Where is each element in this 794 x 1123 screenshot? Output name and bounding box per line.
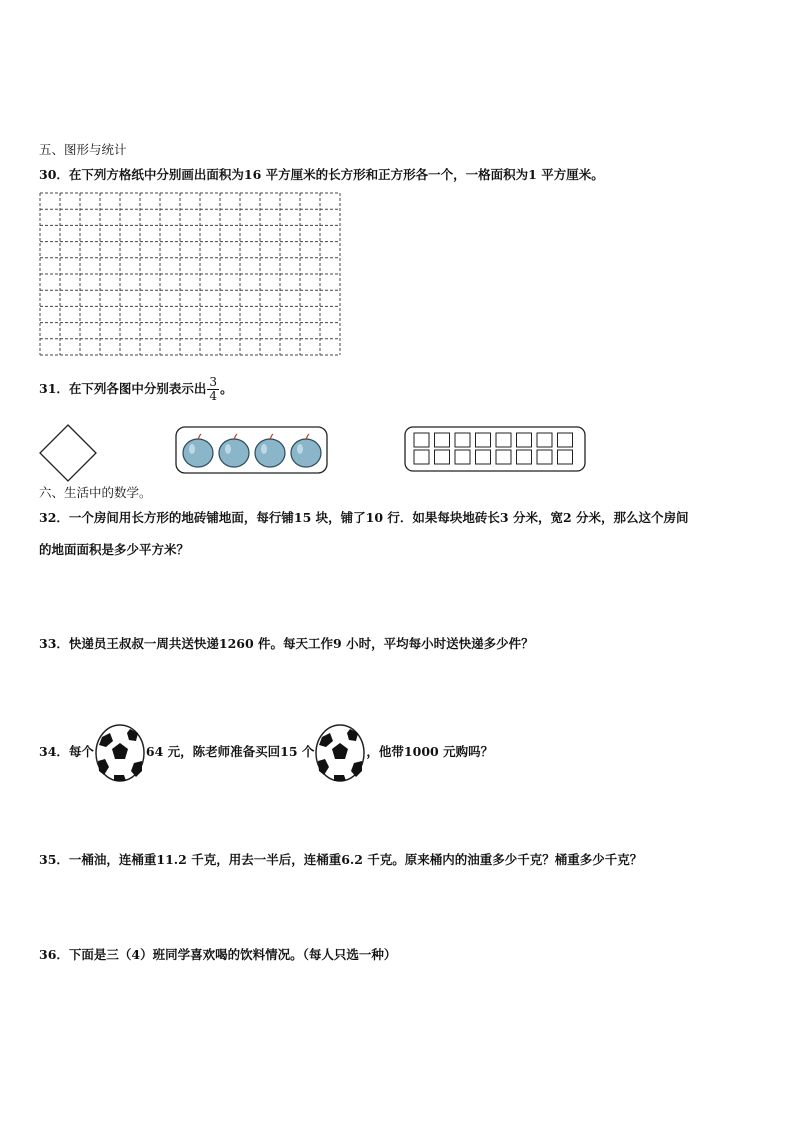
small-square (537, 450, 552, 464)
fraction-denominator: 4 (209, 389, 218, 403)
question-34 (39, 722, 493, 783)
small-square (517, 433, 532, 447)
small-square (414, 433, 429, 447)
soccer-ball-icon (314, 723, 366, 783)
question-32 (39, 509, 689, 527)
squares-figure (404, 426, 586, 472)
section-title-6: 六、生活中的数学。 (39, 485, 152, 500)
question-number: 31． (39, 381, 69, 396)
small-square (455, 433, 470, 447)
question-number: 32． (39, 510, 69, 525)
question-32-line2: 的地面面积是多少平方米？ (39, 542, 190, 557)
dashed-grid-paper (39, 192, 341, 356)
question-number: 30． (39, 167, 69, 182)
question-text: 每个 (68, 744, 94, 759)
small-square (496, 450, 511, 464)
question-text: 下面是三（4）班同学喜欢喝的饮料情况。（每人只选一种） (68, 947, 397, 962)
question-number: 35． (39, 852, 69, 867)
diamond-figure (37, 423, 99, 483)
small-square (517, 450, 532, 464)
question-text: 快递员王叔叔一周共送快递1260 件。每天工作9 小时，平均每小时送快递多少件？ (68, 636, 534, 651)
question-number: 36． (39, 947, 69, 962)
question-text: 一个房间用长方形的地砖铺地面，每行铺15 块，铺了10 行．如果每块地砖长3 分米，宽2 分米，那么这个房间 (68, 510, 689, 525)
small-square (496, 433, 511, 447)
question-35 (39, 851, 642, 869)
fraction (207, 376, 219, 403)
small-square (414, 450, 429, 464)
question-text: 在下列方格纸中分别画出面积为16 平方厘米的长方形和正方形各一个，一格面积为1 平方厘米。 (68, 167, 604, 182)
soccer-ball-icon (94, 723, 146, 783)
question-31 (39, 370, 233, 408)
question-number: 34． (39, 744, 69, 759)
small-square (537, 433, 552, 447)
question-number: 33． (39, 636, 69, 651)
apples-figure (175, 426, 328, 474)
question-text: ，他带1000 元购吗？ (366, 744, 494, 759)
question-text: 一桶油，连桶重11.2 千克，用去一半后，连桶重6.2 千克。原来桶内的油重多少千克？桶重多少千克？ (68, 852, 643, 867)
question-text: 在下列各图中分别表示出 (68, 381, 207, 396)
small-square (455, 450, 470, 464)
small-square (435, 450, 450, 464)
small-square (558, 450, 573, 464)
question-30 (39, 166, 604, 184)
question-text: 64 元，陈老师准备买回15 个 (145, 744, 315, 759)
question-text-end: 。 (220, 381, 233, 396)
small-square (435, 433, 450, 447)
question-33 (39, 635, 534, 653)
small-square (558, 433, 573, 447)
section-title-5: 五、图形与统计 (39, 142, 127, 157)
small-square (476, 450, 491, 464)
question-36 (39, 946, 396, 964)
small-square (476, 433, 491, 447)
fraction-numerator: 3 (209, 375, 218, 389)
